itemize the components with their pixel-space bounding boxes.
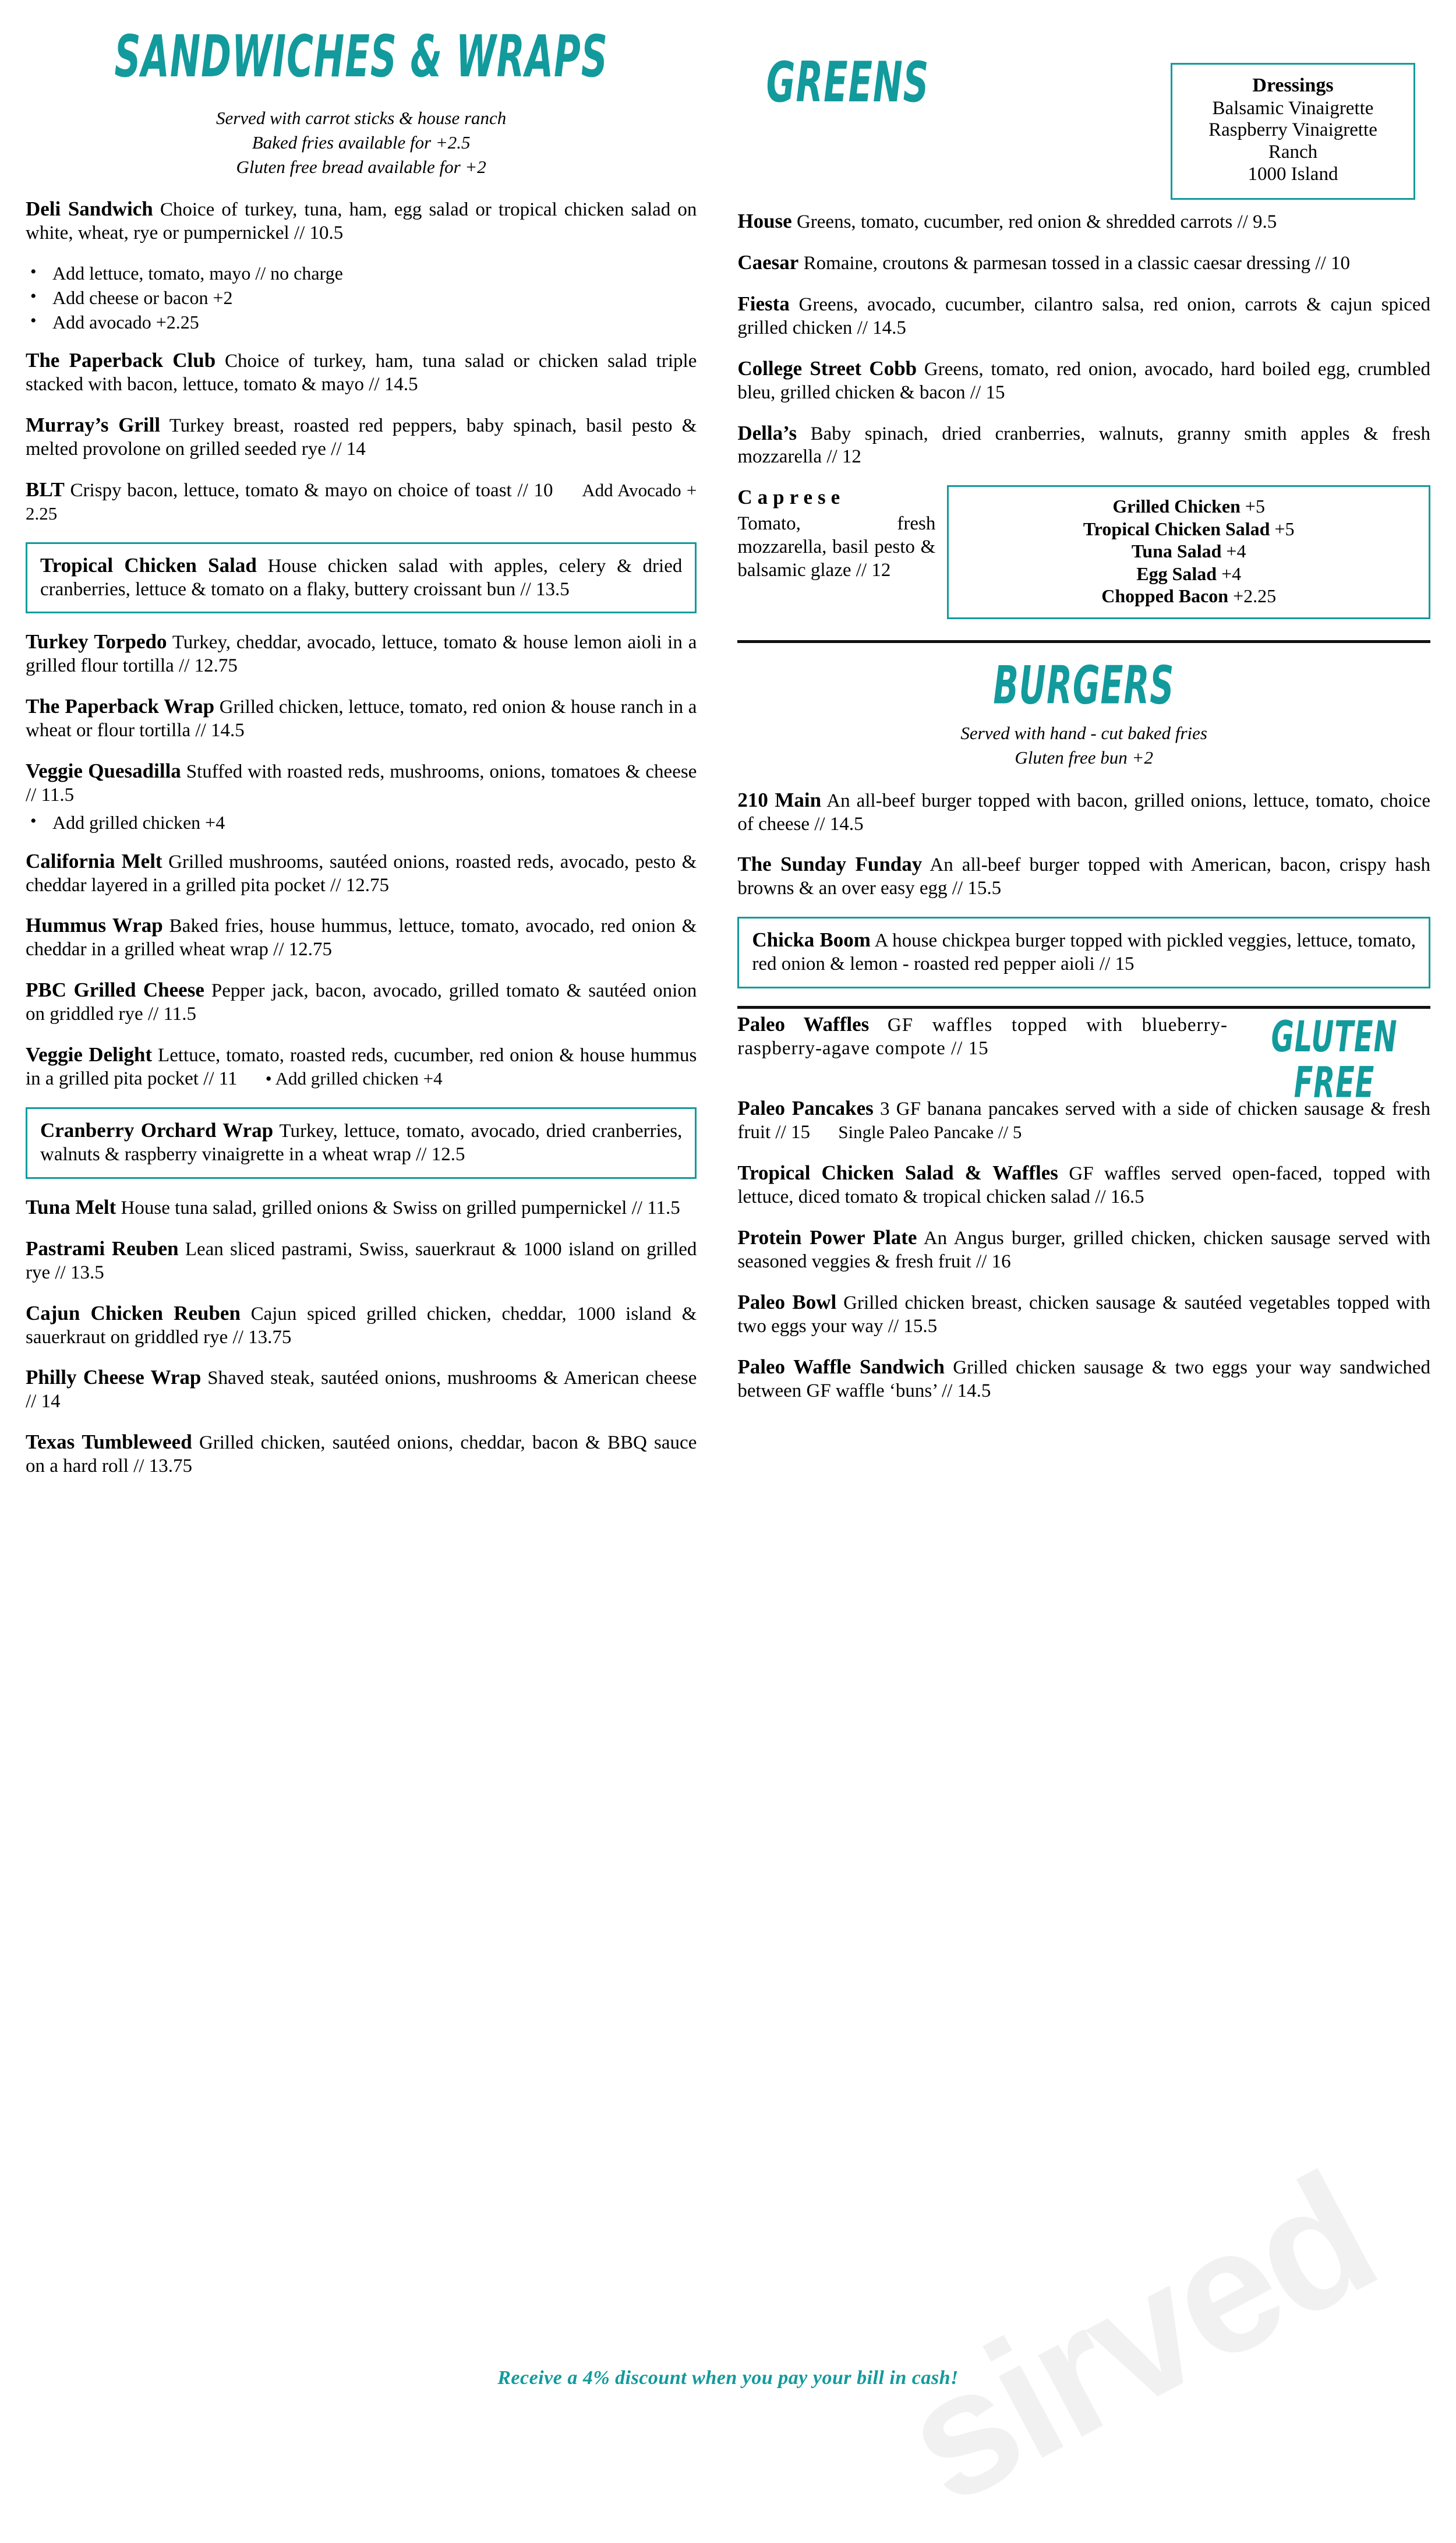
menu-item-california-melt: [26, 849, 697, 898]
dressings-title: Dressings: [1252, 75, 1334, 96]
highlight-box-tropical-chicken-salad: [26, 542, 697, 614]
item-description: An Angus burger, grilled chicken, chicken sausage served with seasoned veggies & fresh fruit // 16: [737, 1228, 1430, 1273]
item-name: Hummus Wrap: [26, 914, 163, 937]
dressing-option: Ranch: [1268, 142, 1318, 163]
section-title-burgers: BURGERS: [993, 654, 1175, 716]
item-name: Philly Cheese Wrap: [26, 1366, 202, 1389]
caprese-column: [737, 485, 935, 582]
addon-price: +2.25: [1233, 585, 1277, 606]
menu-item-paleo-bowl: [737, 1290, 1430, 1338]
section-divider-gluten-free: [737, 1006, 1430, 1009]
highlight-box-chicka-boom: [737, 917, 1430, 988]
menu-item-tropical-chicken-salad: [40, 553, 682, 602]
item-name: Paleo Pancakes: [737, 1097, 874, 1120]
burgers-notes: [737, 721, 1430, 770]
menu-item-blt: [26, 478, 697, 526]
footer-cash-discount-note: Receive a 4% discount when you pay your bill in cash!: [497, 2367, 959, 2389]
addon-price: +5: [1274, 518, 1295, 539]
sandwiches-note-1: Served with carrot sticks & house ranch: [216, 108, 507, 128]
item-name: College Street Cobb: [737, 356, 917, 380]
item-description: Stuffed with roasted reds, mushrooms, onions, tomatoes & cheese // 11.5: [26, 761, 697, 806]
item-name: The Paperback Club: [26, 349, 216, 372]
dressing-option: 1000 Island: [1248, 163, 1338, 185]
item-description: Greens, tomato, red onion, avocado, hard boiled egg, crumbled bleu, grilled chicken & bacon // 15: [737, 358, 1430, 403]
menu-item-turkey-torpedo: [26, 630, 697, 678]
item-name: The Sunday Funday: [737, 853, 923, 876]
list-item: • Add avocado +2.25: [26, 310, 697, 335]
item-name: House: [737, 210, 792, 232]
menu-item-paleo-waffle-sandwich: [737, 1355, 1430, 1403]
menu-item-fiesta-salad: [737, 292, 1430, 340]
caprese-and-addons-row: [737, 485, 1430, 623]
sandwiches-notes: [26, 106, 697, 179]
addon-label: Tuna Salad: [1131, 541, 1222, 562]
item-name: Caesar: [737, 250, 799, 274]
veggie-quesadilla-addons: [26, 811, 697, 835]
item-name: Tropical Chicken Salad: [40, 553, 257, 577]
list-item: • Add lettuce, tomato, mayo // no charge: [26, 262, 697, 286]
menu-item-tropical-chicken-salad-and-waffles: [737, 1161, 1430, 1209]
menu-item-tuna-melt: [26, 1195, 697, 1220]
menu-item-veggie-delight: [26, 1043, 697, 1091]
menu-item-veggie-quesadilla: [26, 759, 697, 807]
item-description: Cajun spiced grilled chicken, cheddar, 1000 island & sauerkraut on griddled rye // 13.75: [26, 1303, 697, 1348]
addon-row: [957, 585, 1420, 607]
item-description: Turkey, lettuce, tomato, avocado, dried cranberries, walnuts & raspberry vinaigrette in a wheat wrap // 12.5: [40, 1120, 683, 1165]
item-name: Cajun Chicken Reuben: [26, 1301, 241, 1325]
item-name: Murray’s Grill: [26, 413, 161, 436]
addon-row: [957, 495, 1420, 517]
left-column: [26, 14, 718, 1478]
menu-item-the-paperback-wrap: [26, 694, 697, 743]
gluten-free-header-row: [737, 1012, 1430, 1108]
menu-item-caprese-salad: [737, 485, 935, 582]
salad-protein-addons-box: [947, 485, 1430, 619]
menu-item-protein-power-plate: [737, 1225, 1430, 1274]
item-name: Tropical Chicken Salad & Waffles: [737, 1161, 1058, 1185]
item-name: Veggie Quesadilla: [26, 760, 181, 783]
dressing-option: Raspberry Vinaigrette: [1208, 119, 1377, 141]
menu-item-caesar-salad: [737, 250, 1430, 276]
greens-header-row: [737, 50, 1430, 209]
section-divider-burgers: [737, 640, 1430, 643]
menu-item-the-sunday-funday: [737, 852, 1430, 900]
menu-item-dellas-salad: [737, 421, 1430, 469]
item-description: Pepper jack, bacon, avocado, grilled tomato & sautéed onion on griddled rye // 11.5: [26, 980, 697, 1025]
gluten-free-line-2: FREE: [1294, 1058, 1375, 1108]
menu-item-210-main: [737, 788, 1430, 836]
item-description: Lettuce, tomato, roasted reds, cucumber, red onion & house hummus in a grilled pita pocket // 11: [26, 1045, 697, 1090]
gluten-free-badge: [1238, 1012, 1430, 1108]
item-description: GF waffles served open-faced, topped with lettuce, diced tomato & tropical chicken salad // 16.5: [737, 1163, 1431, 1208]
item-description: Grilled chicken breast, chicken sausage & sautéed vegetables topped with two eggs your way // 15.5: [737, 1292, 1431, 1337]
item-name: Della’s: [737, 421, 797, 444]
item-name: Paleo Waffle Sandwich: [737, 1355, 945, 1378]
item-name: Tuna Melt: [26, 1195, 116, 1218]
item-name: California Melt: [26, 849, 162, 873]
addon-row: [957, 540, 1420, 562]
section-title-gluten-free: [1246, 1015, 1423, 1106]
item-description: An all-beef burger topped with American, bacon, crispy hash browns & an over easy egg // 15.5: [737, 854, 1430, 899]
item-name: Paleo Bowl: [737, 1291, 837, 1314]
item-name: 210 Main: [737, 788, 822, 811]
menu-item-paleo-waffles: [737, 1012, 1228, 1061]
menu-item-the-paperback-club: [26, 348, 697, 397]
menu-item-house-salad: [737, 209, 1430, 234]
section-title-sandwiches-and-wraps: SANDWICHES & WRAPS: [114, 24, 608, 91]
item-description: GF waffles topped with blueberry-raspberry-agave compote // 15: [737, 1015, 1228, 1059]
item-description: House chicken salad with apples, celery & dried cranberries, lettuce & tomato on a flaky, buttery croissant bun // 13.5: [40, 555, 683, 600]
item-description: Tomato, fresh mozzarella, basil pesto & balsamic glaze // 12: [737, 513, 936, 581]
item-description: Baked fries, house hummus, lettuce, tomato, avocado, red onion & cheddar in a grilled wheat wrap // 12.75: [26, 916, 697, 960]
item-name: Texas Tumbleweed: [26, 1431, 192, 1454]
burgers-note-1: Served with hand - cut baked fries: [960, 723, 1207, 744]
addon-row: [957, 518, 1420, 540]
item-description: Grilled mushrooms, sautéed onions, roasted reds, avocado, pesto & cheddar layered in a grilled pita pocket // 12.75: [26, 851, 697, 896]
item-description: 3 GF banana pancakes served with a side of chicken sausage & fresh fruit // 15: [737, 1099, 1430, 1143]
list-item: • Add cheese or bacon +2: [26, 286, 697, 310]
addon-price: +4: [1226, 541, 1246, 562]
list-item: • Add grilled chicken +4: [26, 811, 697, 835]
addon-label: Grilled Chicken: [1112, 496, 1241, 517]
item-extra: Add Avocado + 2.25: [26, 479, 697, 524]
addon-row: [957, 563, 1420, 585]
item-description: Choice of turkey, ham, tuna salad or chicken salad triple stacked with bacon, lettuce, tomato & mayo // 14.5: [26, 351, 697, 395]
dressings-box: [1171, 63, 1415, 200]
menu-item-pastrami-reuben: [26, 1237, 697, 1285]
addon-label: Tropical Chicken Salad: [1083, 518, 1270, 539]
menu-item-murrays-grill: [26, 413, 697, 461]
menu-item-college-street-cobb: [737, 356, 1430, 405]
item-name: Cranberry Orchard Wrap: [40, 1118, 274, 1142]
burgers-note-2: Gluten free bun +2: [1015, 747, 1153, 768]
sirved-watermark: sirved: [874, 2135, 1402, 2541]
menu-item-pbc-grilled-cheese: [26, 978, 697, 1026]
deli-sandwich-addons: [26, 262, 697, 334]
item-description: Lean sliced pastrami, Swiss, sauerkraut & 1000 island on grilled rye // 13.5: [26, 1238, 697, 1283]
item-description: Greens, tomato, cucumber, red onion & shredded carrots // 9.5: [796, 211, 1277, 232]
item-description: Grilled chicken sausage & two eggs your way sandwiched between GF waffle ‘buns’ // 14.5: [737, 1357, 1431, 1401]
addon-price: +4: [1221, 563, 1242, 584]
sandwiches-note-2: Baked fries available for +2.5: [252, 132, 471, 153]
item-name: BLT: [26, 478, 65, 501]
item-name: Protein Power Plate: [737, 1226, 917, 1249]
item-name: Deli Sandwich: [26, 197, 153, 221]
item-name: Paleo Waffles: [737, 1013, 870, 1036]
menu-item-cajun-chicken-reuben: [26, 1301, 697, 1350]
item-description: Grilled chicken, sautéed onions, cheddar, bacon & BBQ sauce on a hard roll // 13.75: [26, 1432, 697, 1477]
item-description: Baby spinach, dried cranberries, walnuts, granny smith apples & fresh mozzarella // 12: [737, 423, 1431, 468]
menu-item-cranberry-orchard-wrap: [40, 1118, 682, 1167]
item-extra: Single Paleo Pancake // 5: [838, 1122, 1022, 1143]
item-name: Pastrami Reuben: [26, 1237, 179, 1260]
right-column: [718, 14, 1430, 1478]
item-description: Romaine, croutons & parmesan tossed in a classic caesar dressing // 10: [803, 252, 1350, 274]
item-description: A house chickpea burger topped with pickled veggies, lettuce, tomato, red onion & lemon - roasted red pepper aioli // 15: [752, 930, 1416, 975]
sandwiches-note-3: Gluten free bread available for +2: [236, 157, 486, 178]
menu-item-deli-sandwich: [26, 197, 697, 245]
item-description: Grilled chicken, lettuce, tomato, red onion & house ranch in a wheat or flour tortilla // 14.5: [26, 697, 697, 741]
item-name: Veggie Delight: [26, 1043, 153, 1066]
dressing-option: Balsamic Vinaigrette: [1212, 97, 1374, 119]
gluten-free-line-1: GLUTEN: [1271, 1013, 1398, 1062]
addon-label: Egg Salad: [1136, 563, 1217, 584]
highlight-box-cranberry-orchard-wrap: [26, 1107, 697, 1179]
item-extra: • Add grilled chicken +4: [265, 1068, 443, 1089]
item-description: An all-beef burger topped with bacon, grilled onions, lettuce, tomato, choice of cheese // 14.5: [737, 790, 1430, 835]
item-name: PBC Grilled Cheese: [26, 979, 204, 1002]
menu-item-chicka-boom: [752, 928, 1416, 976]
item-description: Shaved steak, sautéed onions, mushrooms & American cheese // 14: [26, 1368, 697, 1412]
item-description: Choice of turkey, tuna, ham, egg salad or tropical chicken salad on white, wheat, rye or pumpernickel // 10.5: [26, 199, 697, 244]
item-name: Turkey Torpedo: [26, 630, 167, 654]
item-description: Turkey, cheddar, avocado, lettuce, tomato & house lemon aioli in a grilled flour tortilla // 12.75: [26, 632, 697, 677]
addon-label: Chopped Bacon: [1101, 585, 1229, 606]
menu-item-texas-tumbleweed: [26, 1430, 697, 1478]
menu-item-philly-cheese-wrap: [26, 1365, 697, 1414]
item-name: Caprese: [737, 486, 846, 509]
item-name: Chicka Boom: [752, 928, 871, 952]
menu-item-hummus-wrap: [26, 913, 697, 962]
item-description: Greens, avocado, cucumber, cilantro salsa, red onion, carrots & cajun spiced grilled chicken // 14.5: [737, 294, 1431, 338]
item-name: Fiesta: [737, 292, 790, 315]
addon-price: +5: [1245, 496, 1265, 517]
item-description: House tuna salad, grilled onions & Swiss on grilled pumpernickel // 11.5: [121, 1197, 680, 1218]
section-title-greens: GREENS: [766, 50, 930, 115]
item-name: The Paperback Wrap: [26, 695, 215, 718]
item-description: Crispy bacon, lettuce, tomato & mayo on choice of toast // 10: [70, 479, 553, 501]
item-description: Turkey breast, roasted red peppers, baby spinach, basil pesto & melted provolone on grilled seeded rye // 14: [26, 415, 697, 460]
